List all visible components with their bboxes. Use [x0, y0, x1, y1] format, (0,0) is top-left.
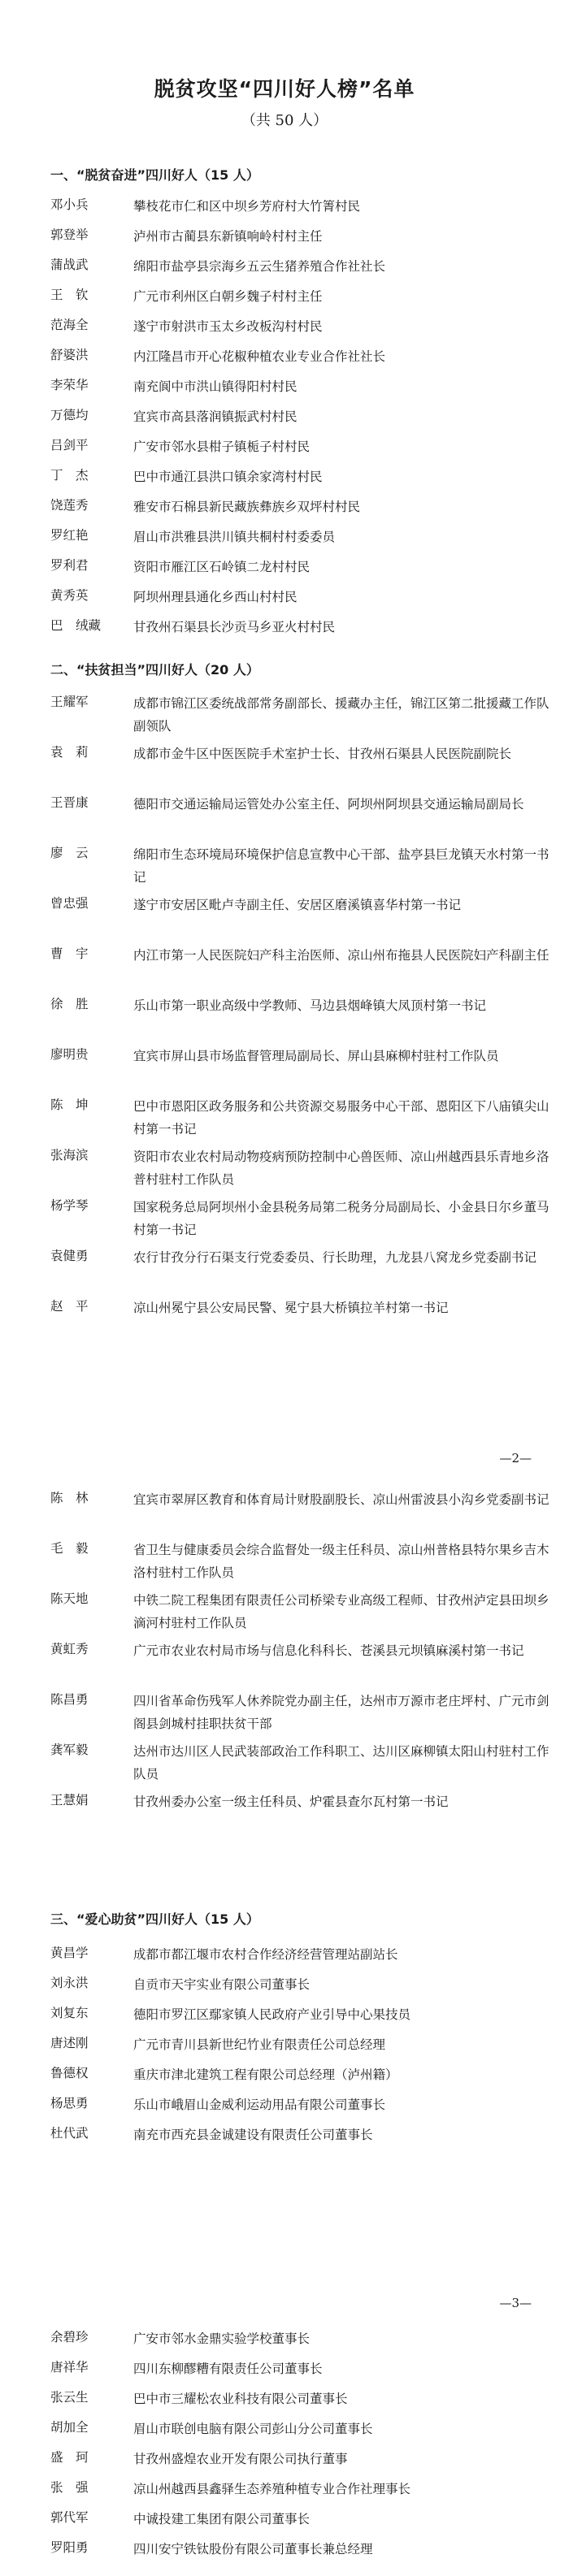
person-description: 德阳市交通运输局运管处办公室主任、阿坝州阿坝县交通运输局副局长 — [133, 797, 524, 812]
document-title: 脱贫攻坚“四川好人榜”名单 — [154, 77, 415, 101]
person-name: 陈 林 — [50, 1491, 89, 1505]
person-name: 胡加全 — [50, 2420, 89, 2435]
person-description: 遂宁市射洪市玉太乡改板沟村村民 — [133, 319, 323, 334]
person-description: 宜宾市高县落润镇振武村村民 — [133, 409, 298, 424]
person-description: 农行甘孜分行石渠支行党委委员、行长助理，九龙县八窝龙乡党委副书记 — [133, 1250, 537, 1265]
person-description: 遂宁市安居区毗卢寺副主任、安居区磨溪镇喜华村第一书记 — [133, 898, 462, 912]
person-name: 罗利君 — [50, 558, 89, 573]
person-name: 巴 绒藏 — [50, 618, 102, 633]
person-name: 郭登举 — [50, 227, 89, 242]
person-description: 广元市青川县新世纪竹业有限责任公司总经理 — [133, 2037, 386, 2052]
person-description: 资阳市雁江区石岭镇二龙村村民 — [133, 560, 311, 574]
person-name: 吕剑平 — [50, 438, 89, 452]
person-name: 龚军毅 — [50, 1743, 89, 1757]
person-description: 宜宾市翠屏区教育和体育局计财股副股长、凉山州雷波县小沟乡党委副书记 — [133, 1492, 549, 1507]
person-description: 四川省革命伤残军人休养院党办副主任，达州市万源市老庄坪村、广元市剑阁县剑城村挂职扶贫干部 — [133, 1694, 549, 1731]
person-name: 王耀军 — [50, 695, 89, 709]
person-description: 宜宾市屏山县市场监督管理局副局长、屏山县麻柳村驻村工作队员 — [133, 1049, 499, 1063]
person-name: 徐 胜 — [50, 997, 89, 1011]
person-name: 杨思勇 — [50, 2096, 89, 2111]
document-subtitle: （共 50 人） — [241, 112, 328, 129]
person-description: 广安市邻水县柑子镇栀子村村民 — [133, 439, 311, 454]
person-description: 内江隆昌市开心花椒种植农业专业合作社社长 — [133, 349, 386, 364]
person-name: 曾忠强 — [50, 896, 89, 911]
person-description: 甘孜州石渠县长沙贡马乡亚火村村民 — [133, 620, 336, 634]
person-description: 四川东柳醪糟有限责任公司董事长 — [133, 2362, 323, 2376]
person-description: 巴中市三耀松农业科技有限公司董事长 — [133, 2392, 348, 2406]
person-name: 王 钦 — [50, 288, 89, 302]
person-name: 黄昌学 — [50, 1946, 89, 1960]
person-name: 范海全 — [50, 318, 89, 332]
person-name: 陈昌勇 — [50, 1692, 89, 1707]
person-description: 成都市金牛区中医医院手术室护士长、甘孜州石渠县人民医院副院长 — [133, 747, 512, 761]
person-name: 刘永洪 — [50, 1976, 89, 1990]
person-description: 成都市都江堰市农村合作经济经营管理站副站长 — [133, 1947, 398, 1962]
person-description: 重庆市津北建筑工程有限公司总经理（泸州籍） — [133, 2067, 398, 2082]
person-name: 张云生 — [50, 2390, 89, 2405]
page-number: —3— — [499, 2296, 532, 2310]
person-description: 德阳市罗江区鄢家镇人民政府产业引导中心果技员 — [133, 2007, 411, 2022]
person-name: 陈天地 — [50, 1591, 89, 1606]
person-name: 黄虹秀 — [50, 1642, 89, 1656]
section-heading: 一、“脱贫奋进”四川好人（15 人） — [50, 167, 259, 183]
person-name: 邓小兵 — [50, 197, 89, 212]
person-name: 罗红艳 — [50, 528, 89, 543]
person-name: 罗阳勇 — [50, 2540, 89, 2555]
person-description: 巴中市恩阳区政务服务和公共资源交易服务中心干部、恩阳区下八庙镇尖山村第一书记 — [133, 1099, 549, 1136]
person-name: 廖 云 — [50, 846, 89, 860]
person-description: 省卫生与健康委员会综合监督处一级主任科员、凉山州普格县特尔果乡吉木洛村驻村工作队员 — [133, 1543, 549, 1580]
person-name: 黄秀英 — [50, 588, 89, 603]
section-heading: 二、“扶贫担当”四川好人（20 人） — [50, 662, 259, 678]
page-number: —2— — [499, 1451, 532, 1466]
person-name: 唐祥华 — [50, 2360, 89, 2375]
person-description: 凉山州越西县鑫驿生态养殖种植专业合作社理事长 — [133, 2482, 411, 2496]
person-name: 盛 珂 — [50, 2450, 89, 2465]
person-description: 巴中市通江县洪口镇余家湾村村民 — [133, 470, 323, 484]
person-description: 绵阳市生态环境局环境保护信息宣教中心干部、盐亭县巨龙镇天水村第一书记 — [133, 847, 549, 885]
person-name: 张海滨 — [50, 1148, 89, 1162]
person-description: 南充市西充县金诚建设有限责任公司董事长 — [133, 2128, 373, 2142]
person-name: 陈 坤 — [50, 1098, 89, 1112]
person-name: 唐述刚 — [50, 2036, 89, 2050]
person-description: 广安市邻水金鼎实验学校董事长 — [133, 2331, 311, 2346]
person-description: 内江市第一人民医院妇产科主治医师、凉山州布拖县人民医院妇产科副主任 — [133, 948, 549, 963]
person-description: 广元市农业农村局市场与信息化科科长、苍溪县元坝镇麻溪村第一书记 — [133, 1643, 524, 1658]
person-name: 张 强 — [50, 2480, 89, 2495]
person-description: 四川安宁铁钛股份有限公司董事长兼总经理 — [133, 2542, 373, 2557]
person-description: 眉山市洪雅县洪川镇共桐村村委委员 — [133, 530, 336, 544]
person-description: 攀枝花市仁和区中坝乡芳府村大竹箐村民 — [133, 199, 361, 214]
person-name: 郭代军 — [50, 2510, 89, 2525]
person-name: 袁健勇 — [50, 1249, 89, 1263]
section-heading: 三、“爱心助贫”四川好人（15 人） — [50, 1911, 259, 1927]
person-name: 杜代武 — [50, 2126, 89, 2141]
person-name: 赵 平 — [50, 1299, 89, 1314]
person-name: 曹 宇 — [50, 946, 89, 961]
person-description: 雅安市石棉县新民藏族彝族乡双坪村村民 — [133, 500, 361, 514]
person-description: 中铁二院工程集团有限责任公司桥梁专业高级工程师、甘孜州泸定县田坝乡滴河村驻村工作队员 — [133, 1593, 549, 1630]
person-name: 刘复东 — [50, 2006, 89, 2020]
person-description: 达州市达川区人民武装部政治工作科职工、达川区麻柳镇太阳山村驻村工作队员 — [133, 1744, 549, 1782]
person-name: 杨学琴 — [50, 1198, 89, 1213]
person-description: 甘孜州盛煌农业开发有限公司执行董事 — [133, 2452, 348, 2466]
person-description: 乐山市第一职业高级中学教师、马边县烟峰镇大凤顶村第一书记 — [133, 998, 487, 1013]
person-name: 舒婆洪 — [50, 348, 89, 362]
person-description: 自贡市天宇实业有限公司董事长 — [133, 1977, 311, 1992]
person-name: 鲁德权 — [50, 2066, 89, 2080]
person-description: 绵阳市盐亭县宗海乡五云生猪养殖合作社社长 — [133, 259, 386, 274]
person-name: 万德均 — [50, 408, 89, 422]
person-name: 廖明贵 — [50, 1047, 89, 1062]
person-description: 阿坝州理县通化乡西山村村民 — [133, 590, 298, 604]
person-description: 广元市利州区白朝乡魏子村村主任 — [133, 289, 323, 304]
person-description: 国家税务总局阿坝州小金县税务局第二税务分局副局长、小金县日尔乡董马村第一书记 — [133, 1200, 549, 1237]
person-description: 资阳市农业农村局动物疫病预防控制中心兽医师、凉山州越西县乐青地乡洛普村驻村工作队员 — [133, 1149, 549, 1187]
person-description: 凉山州冕宁县公安局民警、冕宁县大桥镇拉羊村第一书记 — [133, 1301, 449, 1315]
person-name: 毛 毅 — [50, 1541, 89, 1556]
person-description: 成都市锦江区委统战部常务副部长、援藏办主任，锦江区第二批援藏工作队副领队 — [133, 696, 549, 734]
person-description: 泸州市古蔺县东新镇响岭村村主任 — [133, 229, 323, 244]
person-description: 乐山市峨眉山金威利运动用品有限公司董事长 — [133, 2098, 386, 2112]
person-name: 李荣华 — [50, 378, 89, 392]
person-name: 王慧娟 — [50, 1793, 89, 1808]
person-description: 中诚投建工集团有限公司董事长 — [133, 2512, 311, 2526]
person-name: 王晋康 — [50, 795, 89, 810]
person-description: 南充阆中市洪山镇得阳村村民 — [133, 379, 298, 394]
person-name: 余碧珍 — [50, 2330, 89, 2344]
person-name: 丁 杰 — [50, 468, 89, 483]
person-name: 袁 莉 — [50, 745, 89, 760]
person-name: 饶莲秀 — [50, 498, 89, 513]
person-description: 甘孜州委办公室一级主任科员、炉霍县查尔瓦村第一书记 — [133, 1795, 449, 1809]
person-description: 眉山市联创电脑有限公司彭山分公司董事长 — [133, 2422, 373, 2436]
person-name: 蒲战武 — [50, 258, 89, 272]
